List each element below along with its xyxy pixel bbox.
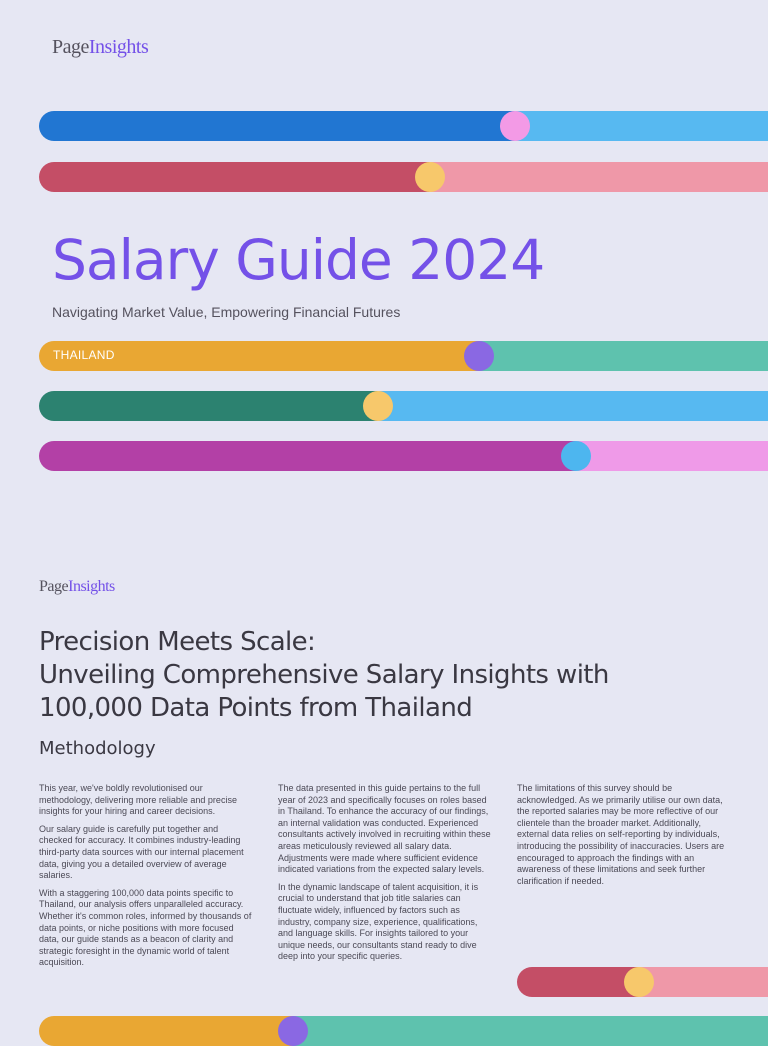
decor-bar-red	[39, 162, 768, 192]
decor-dot-yellow-2	[363, 391, 393, 421]
heading-line: Precision Meets Scale:	[39, 627, 316, 657]
brand-logo	[52, 36, 148, 59]
heading-line: Unveiling Comprehensive Salary Insights with	[39, 660, 609, 690]
decor-dot-yellow	[415, 162, 445, 192]
logo-part-page: Page	[52, 36, 89, 58]
methodology-heading: Methodology	[39, 738, 156, 759]
logo-part-insights: Insights	[88, 36, 149, 58]
text-column-3	[517, 783, 732, 893]
decor-bar-blue	[39, 111, 768, 141]
text-column-2	[278, 783, 493, 969]
country-bar	[39, 341, 768, 371]
decor-dot-purple-2	[278, 1016, 308, 1046]
page-subtitle: Navigating Market Value, Empowering Financial Futures	[52, 304, 401, 320]
decor-dot-yellow-3	[624, 967, 654, 997]
paragraph: The limitations of this survey should be acknowledged. As we primarily utilise our own data, the reported salaries may be more reflective of our clientele than the broader market. Additionally, external data relies on self-reporting by individuals, introducing the possibility of inaccuracies. Users are encouraged to approach the findings with an awareness of these limitations and seek further clarification if needed.	[517, 783, 725, 886]
paragraph: The data presented in this guide pertains to the full year of 2023 and specifically focuses on roles based in Thailand. To enhance the accuracy of our findings, an internal validation was conducted. Experienced consultants actively involved in recruiting within these areas meticulously reviewed all salary data. Adjustments were made where sufficient evidence indicated variations from the expected salary levels.	[278, 783, 491, 875]
paragraph: Our salary guide is carefully put together and checked for accuracy. It combines industry-leading third-party data sources with our internal placement data, giving you a detailed overview of average salaries.	[39, 823, 244, 881]
decor-bar-magenta	[39, 441, 768, 471]
decor-bar-bottom-red	[517, 967, 768, 997]
paragraph: With a staggering 100,000 data points specific to Thailand, our analysis offers unparalleled accuracy. Whether it's common roles, informed by thousands of data points, or niche positions with more focused data, our guide stands as a beacon of clarity and strategic foresight in the dynamic world of talent acquisition.	[39, 887, 252, 968]
decor-dot-purple	[464, 341, 494, 371]
section-logo-part-insights: Insights	[68, 578, 115, 595]
heading-line: 100,000 Data Points from Thailand	[39, 693, 473, 723]
decor-dot-pink	[500, 111, 530, 141]
section-logo-part-page: Page	[39, 578, 69, 595]
section-heading	[39, 626, 739, 725]
paragraph: In the dynamic landscape of talent acquisition, it is crucial to understand that job title salaries can fluctuate widely, influenced by factors such as industry, company size, experience, qualifications, and language skills. For insights tailored to your unique needs, our consultants stand ready to dive deep into your specific queries.	[278, 881, 479, 962]
section-logo	[39, 578, 115, 596]
page-title: Salary Guide 2024	[52, 228, 545, 292]
country-tag: THAILAND	[53, 348, 115, 362]
paragraph: This year, we've boldly revolutionised our methodology, delivering more reliable and precise insights for your hiring and career decisions.	[39, 783, 237, 817]
decor-bar-green	[39, 391, 768, 421]
decor-dot-blue	[561, 441, 591, 471]
text-column-1	[39, 783, 254, 975]
decor-bar-bottom-orange	[39, 1016, 768, 1046]
